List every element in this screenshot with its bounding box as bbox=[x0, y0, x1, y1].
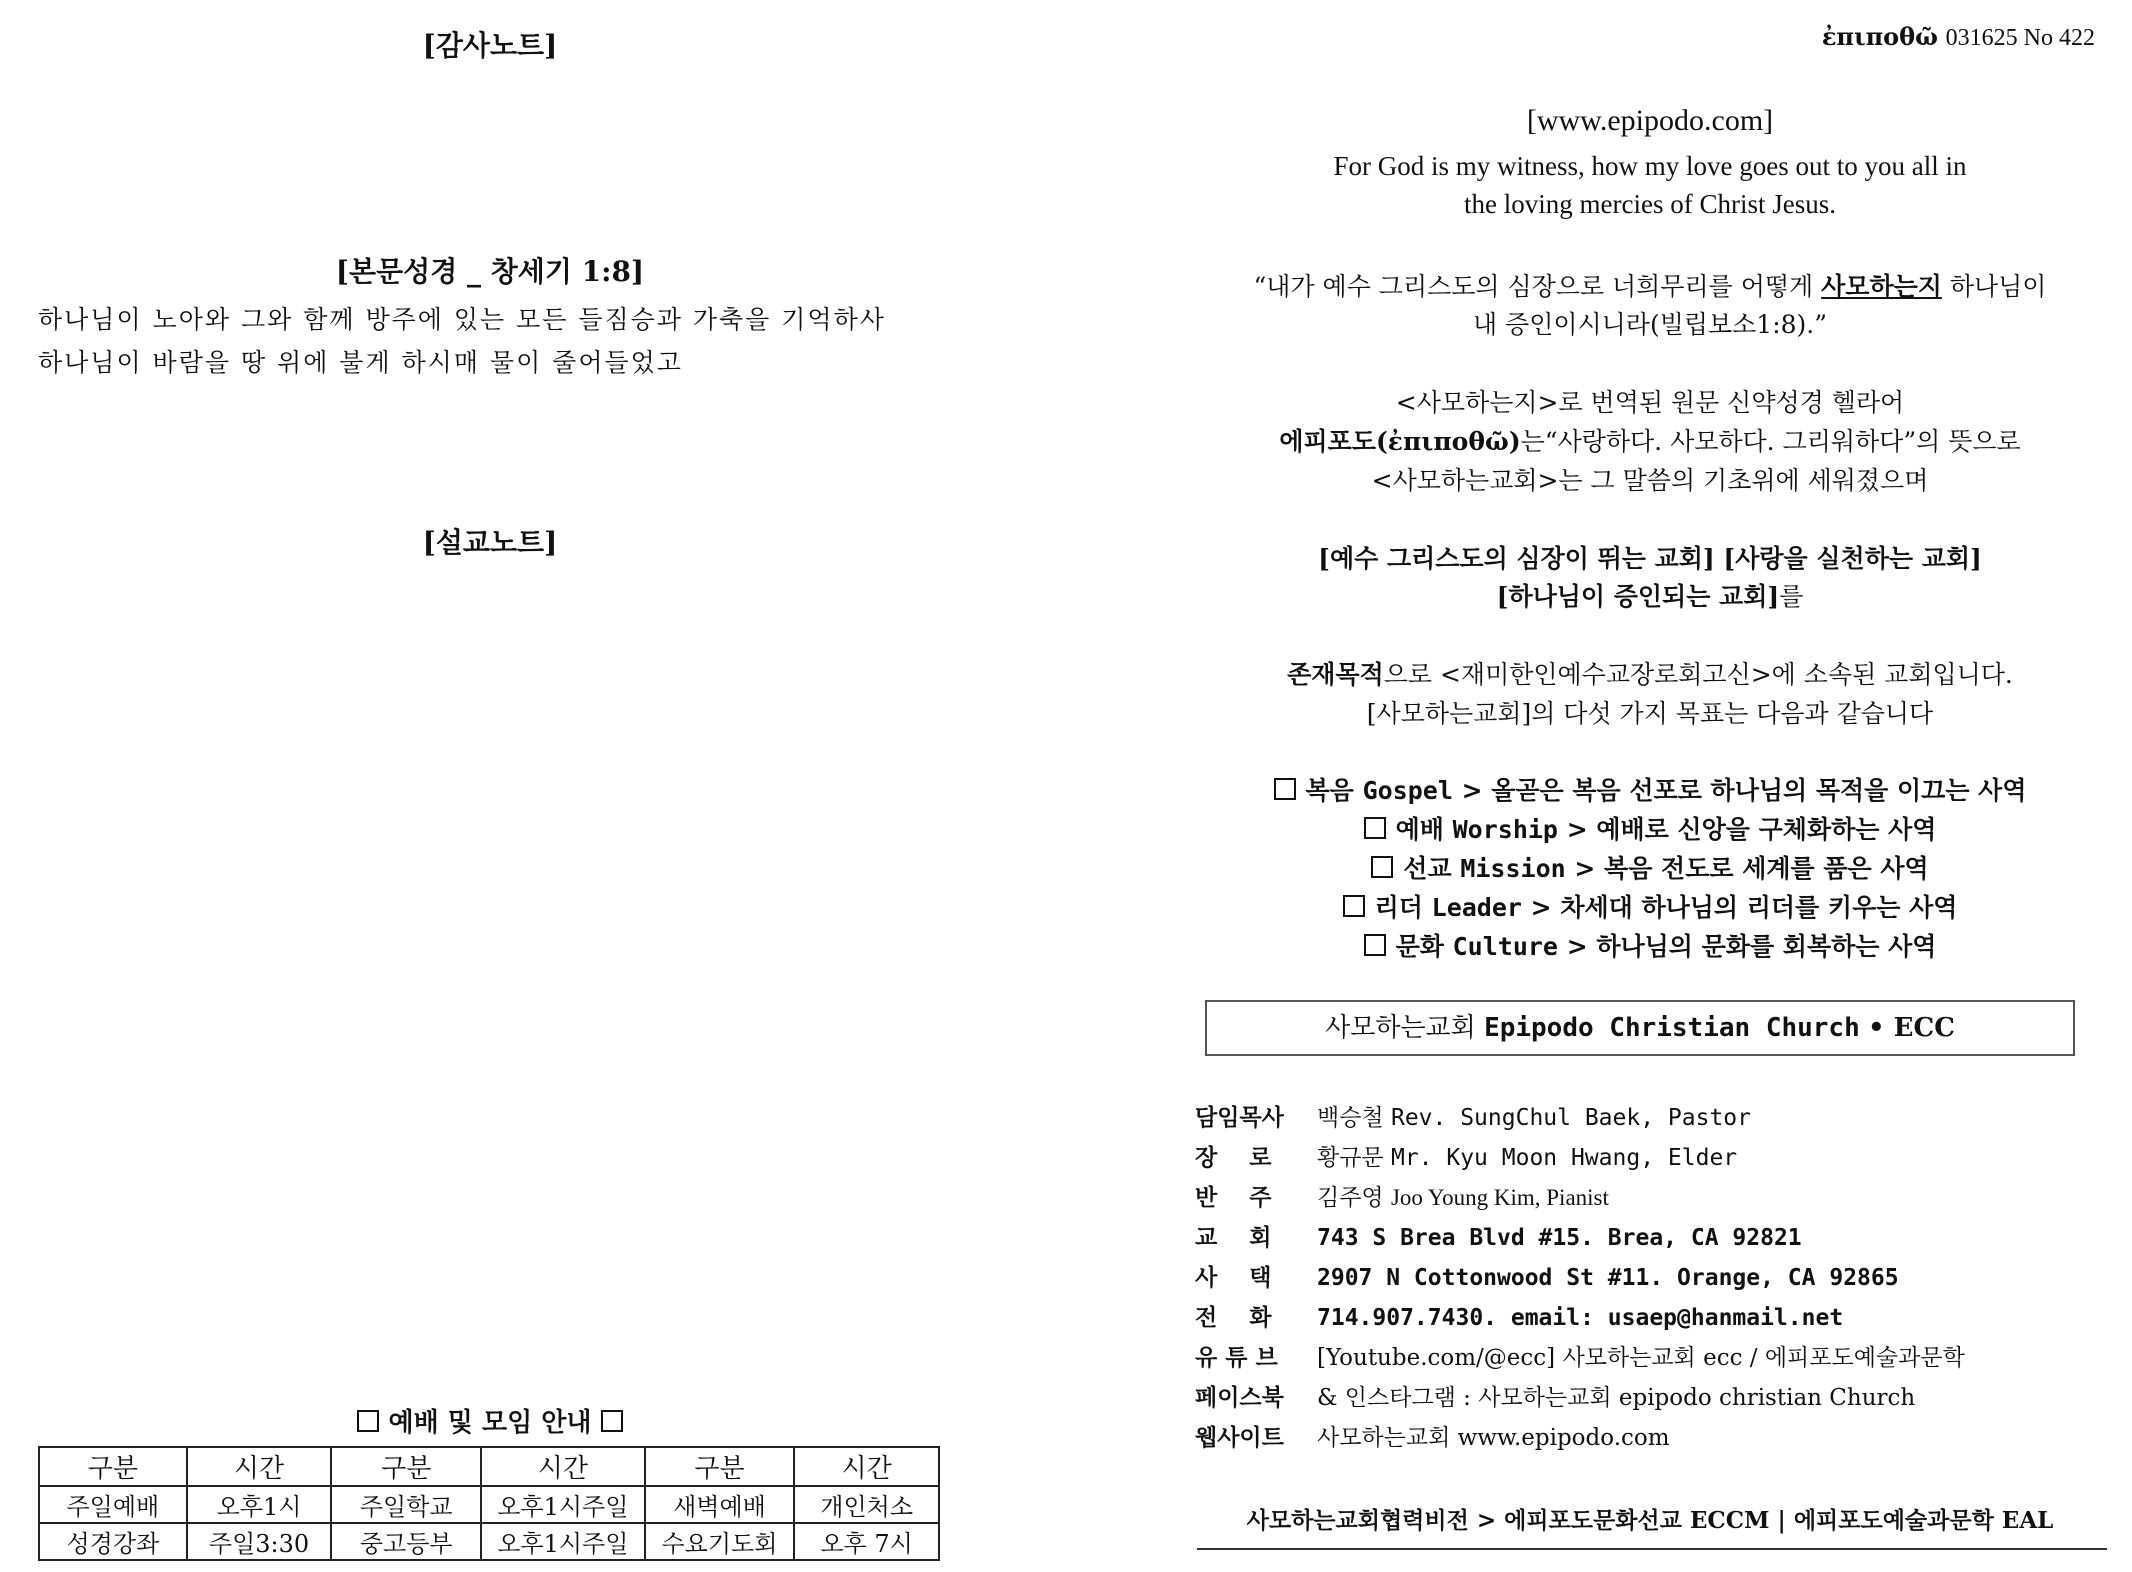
verse-ko-line-1 bbox=[1200, 267, 2100, 303]
table-row bbox=[39, 1523, 939, 1560]
info-value[interactable]: 714.907.7430. email: usaep@hanmail.net bbox=[1317, 1305, 1844, 1331]
info-value: Rev. SungChul Baek, Pastor bbox=[1390, 1105, 1751, 1131]
info-label: 반 주 bbox=[1195, 1184, 1272, 1211]
verse-en-line-1: For God is my witness, how my love goes out to you all in bbox=[1333, 151, 1967, 181]
schedule-title bbox=[340, 1402, 640, 1439]
verse-en-line-2: the loving mercies of Christ Jesus. bbox=[1464, 189, 1836, 219]
info-label: 전 화 bbox=[1195, 1304, 1272, 1331]
info-elder bbox=[1195, 1141, 1737, 1175]
meaning-greek: 에피포도(ἐπιποθῶ) bbox=[1279, 427, 1521, 456]
purpose-text: [하나님이 증인되는 교회] bbox=[1496, 582, 1780, 611]
table-cell: 오후1시주일 bbox=[481, 1523, 645, 1560]
schedule-table bbox=[38, 1446, 940, 1561]
verse-ko-emphasis: 사모하는지 bbox=[1821, 272, 1942, 301]
goal-mission bbox=[1200, 849, 2100, 885]
purpose-line-2 bbox=[1200, 577, 2100, 613]
goal-ko: 리더 bbox=[1374, 893, 1423, 922]
church-name-en: Epipodo Christian Church bbox=[1484, 1013, 1860, 1043]
table-cell: 수요기도회 bbox=[645, 1523, 795, 1560]
info-value: 2907 N Cottonwood St #11. Orange, CA 92865 bbox=[1317, 1265, 1899, 1291]
sermon-note-title: [설교노트] bbox=[422, 526, 558, 559]
info-church-address bbox=[1195, 1221, 1802, 1255]
goal-desc: > 예배로 신앙을 구체화하는 사역 bbox=[1566, 815, 1937, 844]
info-value[interactable]: & 인스타그램 : 사모하는교회 epipodo christian Church bbox=[1317, 1385, 1916, 1411]
goal-desc: > 복음 전도로 세계를 품은 사역 bbox=[1574, 854, 1929, 883]
schedule-title-text: 예배 및 모임 안내 bbox=[388, 1408, 592, 1438]
goal-ko: 복음 bbox=[1305, 776, 1354, 805]
table-cell: 주일3:30 bbox=[187, 1523, 332, 1560]
info-pastor bbox=[1195, 1101, 1751, 1135]
goal-en: Culture bbox=[1452, 932, 1558, 961]
info-phone-email bbox=[1195, 1301, 1843, 1335]
goal-ko: 선교 bbox=[1403, 854, 1452, 883]
table-cell: 새벽예배 bbox=[645, 1486, 795, 1523]
table-cell: 성경강좌 bbox=[39, 1523, 187, 1560]
belong-line-1 bbox=[1200, 655, 2100, 691]
goal-desc: > 차세대 하나님의 리더를 키우는 사역 bbox=[1530, 893, 1958, 922]
goal-leader bbox=[1200, 888, 2100, 924]
meaning-text: 는“사랑하다. 사모하다. 그리워하다”의 뜻으로 bbox=[1520, 427, 2021, 456]
goal-en: Gospel bbox=[1362, 776, 1453, 805]
info-pianist bbox=[1195, 1181, 1609, 1215]
table-header: 구분 bbox=[331, 1447, 481, 1486]
footer-divider bbox=[1197, 1548, 2107, 1550]
info-value: 743 S Brea Blvd #15. Brea, CA 92821 bbox=[1317, 1225, 1802, 1251]
table-row bbox=[39, 1486, 939, 1523]
table-cell: 개인처소 bbox=[794, 1486, 939, 1523]
table-header-row bbox=[39, 1447, 939, 1486]
goal-en: Mission bbox=[1460, 854, 1566, 883]
checkbox-icon bbox=[601, 1410, 623, 1432]
church-abbr: • ECC bbox=[1868, 1013, 1955, 1043]
info-name-ko: 황규문 bbox=[1317, 1145, 1384, 1171]
belong-emphasis: 존재목적 bbox=[1287, 660, 1384, 689]
checkbox-icon bbox=[1343, 895, 1365, 917]
goal-desc: > 하나님의 문화를 회복하는 사역 bbox=[1566, 932, 1937, 961]
info-home-address bbox=[1195, 1261, 1899, 1295]
info-label: 사 택 bbox=[1195, 1264, 1272, 1291]
goal-gospel bbox=[1200, 771, 2100, 807]
verse-ko-line-2: 내 증인이시니라(빌립보소1:8).” bbox=[1472, 310, 1828, 339]
thanks-note-title: [감사노트] bbox=[422, 29, 558, 62]
goal-ko: 예배 bbox=[1395, 815, 1444, 844]
church-name-ko: 사모하는교회 bbox=[1325, 1013, 1476, 1043]
goal-worship bbox=[1200, 810, 2100, 846]
church-name-box bbox=[1205, 1000, 2075, 1056]
checkbox-icon bbox=[1364, 817, 1386, 839]
belong-text: 으로 <재미한인예수교장로회고신>에 소속된 교회입니다. bbox=[1383, 660, 2013, 689]
info-youtube bbox=[1195, 1341, 1965, 1375]
info-value: Mr. Kyu Moon Hwang, Elder bbox=[1390, 1145, 1738, 1171]
goal-culture bbox=[1200, 927, 2100, 963]
table-cell: 주일예배 bbox=[39, 1486, 187, 1523]
info-value: Joo Young Kim, Pianist bbox=[1390, 1185, 1609, 1210]
table-cell: 오후 7시 bbox=[794, 1523, 939, 1560]
checkbox-icon bbox=[1274, 778, 1296, 800]
info-label: 페이스북 bbox=[1195, 1384, 1284, 1411]
info-value[interactable]: 사모하는교회 www.epipodo.com bbox=[1317, 1425, 1670, 1451]
scripture-title: [본문성경 _ 창세기 1:8] bbox=[335, 255, 645, 288]
goal-en: Worship bbox=[1452, 815, 1558, 844]
info-name-ko: 김주영 bbox=[1317, 1185, 1384, 1211]
verse-ko-text: 하나님이 bbox=[1941, 272, 2047, 301]
header-issue: 031625 No 422 bbox=[1945, 25, 2095, 51]
info-facebook bbox=[1195, 1381, 1915, 1415]
info-label: 유 튜 브 bbox=[1195, 1344, 1278, 1371]
info-label: 담임목사 bbox=[1195, 1104, 1284, 1131]
info-label: 장 로 bbox=[1195, 1144, 1272, 1171]
meaning-line-1: <사모하는지>로 번역된 원문 신약성경 헬라어 bbox=[1395, 388, 1905, 417]
goal-ko: 문화 bbox=[1395, 932, 1444, 961]
table-cell: 중고등부 bbox=[331, 1523, 481, 1560]
table-header: 시간 bbox=[187, 1447, 332, 1486]
table-cell: 오후1시 bbox=[187, 1486, 332, 1523]
info-website bbox=[1195, 1421, 1670, 1455]
purpose-line-1: [예수 그리스도의 심장이 뛰는 교회] [사랑을 실천하는 교회] bbox=[1318, 544, 1982, 573]
meaning-line-2 bbox=[1200, 422, 2100, 458]
goal-desc: > 올곧은 복음 선포로 하나님의 목적을 이끄는 사역 bbox=[1461, 776, 2027, 805]
meaning-line-3: <사모하는교회>는 그 말씀의 기초위에 세워졌으며 bbox=[1371, 466, 1929, 495]
checkbox-icon bbox=[357, 1410, 379, 1432]
scripture-line-1: 하나님이 노아와 그와 함께 방주에 있는 모든 들짐승과 가축을 기억하사 bbox=[38, 305, 886, 334]
table-header: 구분 bbox=[39, 1447, 187, 1486]
info-name-ko: 백승철 bbox=[1317, 1105, 1384, 1131]
checkbox-icon bbox=[1371, 856, 1393, 878]
bulletin-header bbox=[1700, 22, 2095, 52]
website-link[interactable]: [www.epipodo.com] bbox=[1526, 104, 1774, 137]
table-cell: 주일학교 bbox=[331, 1486, 481, 1523]
info-value[interactable]: [Youtube.com/@ecc] 사모하는교회 ecc / 에피포도예술과문학 bbox=[1317, 1345, 1965, 1371]
info-label: 교 회 bbox=[1195, 1224, 1272, 1251]
verse-ko-text: “내가 예수 그리스도의 심장으로 너희무리를 어떻게 bbox=[1253, 272, 1822, 301]
table-header: 시간 bbox=[481, 1447, 645, 1486]
goal-en: Leader bbox=[1431, 893, 1522, 922]
scripture-line-2: 하나님이 바람을 땅 위에 불게 하시매 물이 줄어들었고 bbox=[38, 348, 683, 377]
belong-line-2: [사모하는교회]의 다섯 가지 목표는 다음과 같습니다 bbox=[1366, 699, 1934, 728]
checkbox-icon bbox=[1364, 934, 1386, 956]
info-label: 웹사이트 bbox=[1195, 1424, 1284, 1451]
table-header: 구분 bbox=[645, 1447, 795, 1486]
header-greek: ἐπιποθῶ bbox=[1821, 22, 1939, 51]
table-header: 시간 bbox=[794, 1447, 939, 1486]
cooperation-vision: 사모하는교회협력비전 > 에피포도문화선교 ECCM | 에피포도예술과문학 EAL bbox=[1246, 1507, 2054, 1534]
purpose-suffix: 를 bbox=[1779, 582, 1804, 611]
table-cell: 오후1시주일 bbox=[481, 1486, 645, 1523]
